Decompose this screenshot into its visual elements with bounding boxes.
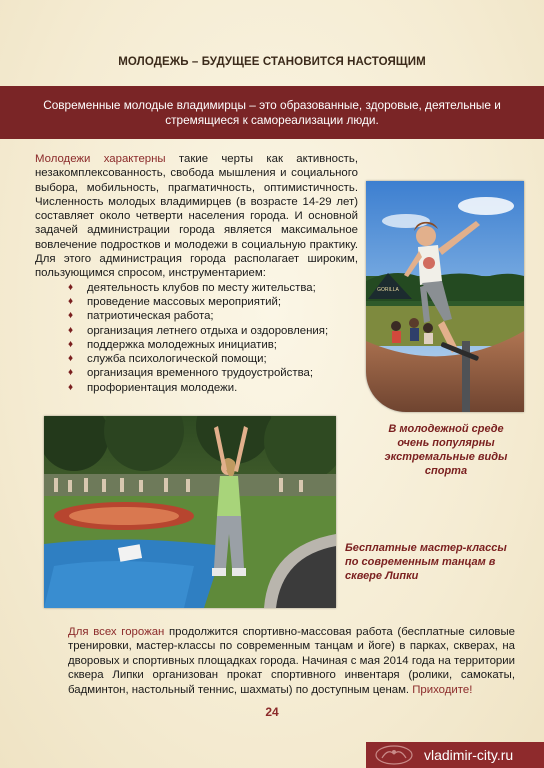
diamond-bullet-icon: ♦ — [68, 281, 74, 293]
skateboarder-illustration — [366, 181, 524, 412]
intro-text — [35, 152, 358, 395]
diamond-bullet-icon: ♦ — [68, 381, 74, 393]
intro-band-line-2: стремящиеся к самореализации люди. — [165, 113, 379, 127]
list-item — [35, 366, 358, 380]
diamond-bullet-icon: ♦ — [68, 353, 74, 365]
list-item-text: организация летнего отдыха и оздоровления; — [87, 324, 329, 337]
list-item-text: проведение массовых мероприятий; — [87, 295, 282, 308]
bottom-body: продолжится спортивно-массовая работа (бесплатные силовые тренировки, мастер-классы по современным танцам и йоге) в парках, скверах, на дворовых и спортивных площадках города. Начиная с мая 2014 года на территории сквера Липки организован прокат спортивного инвентаря (ролики, самокаты, бадминтон, настольный теннис, шахматы) по доступным ценам. — [68, 626, 515, 696]
list-item — [35, 381, 358, 395]
intro-body: такие черты как активность, незакомплексованность, свобода мышления и социального выбора, мобильность, прагматичность, оптимистичность. Численность молодых владимирцев (в возрасте 14-29 лет) составляет около четверти населения города. И основной задачей администрации города является максимальное вовлечение подростков и молодежи в социальную практику. Для этого администрация города располагает широким, пользующимся спросом, инструментарием: — [35, 153, 358, 280]
intro-lead: Молодежи характерны — [35, 153, 166, 165]
list-item-text: патриотическая работа; — [87, 310, 214, 323]
list-item — [35, 352, 358, 366]
diamond-bullet-icon: ♦ — [68, 310, 74, 322]
skate-caption: В молодежной среде очень популярны экстремальные виды спорта — [384, 423, 508, 477]
dance-caption: Бесплатные мастер-классы по современным танцам в сквере Липки — [345, 542, 507, 582]
diamond-bullet-icon: ♦ — [68, 295, 74, 307]
dance-illustration — [44, 416, 336, 608]
dance-photo — [44, 416, 336, 608]
list-item-text: служба психологической помощи; — [87, 353, 267, 366]
skateboarder-photo — [366, 181, 524, 412]
list-item — [35, 295, 358, 309]
diamond-bullet-icon: ♦ — [68, 324, 74, 336]
list-item — [35, 338, 358, 352]
city-emblem-icon — [372, 744, 416, 766]
tools-list — [35, 281, 358, 395]
intro-band — [0, 86, 544, 139]
list-item-text: деятельность клубов по месту жительства; — [87, 281, 316, 294]
list-item-text: профориентация молодежи. — [87, 381, 238, 394]
list-item — [35, 281, 358, 295]
page-title: МОЛОДЕЖЬ – БУДУЩЕЕ СТАНОВИТСЯ НАСТОЯЩИМ — [118, 56, 426, 68]
intro-band-line-1: Современные молодые владимирцы – это образованные, здоровые, деятельные и — [43, 98, 501, 112]
page-number: 24 — [265, 705, 279, 719]
bottom-call: Приходите! — [412, 683, 473, 696]
list-item — [35, 309, 358, 323]
bottom-lead: Для всех горожан — [68, 626, 165, 638]
bottom-paragraph — [68, 625, 515, 697]
list-item-text: поддержка молодежных инициатив; — [87, 338, 277, 351]
diamond-bullet-icon: ♦ — [68, 338, 74, 350]
footer-site-link[interactable]: vladimir-city.ru — [424, 747, 514, 763]
list-item — [35, 324, 358, 338]
list-item-text: организация временного трудоустройства; — [87, 367, 313, 380]
diamond-bullet-icon: ♦ — [68, 367, 74, 379]
banner-text: GORILLA — [377, 287, 399, 293]
